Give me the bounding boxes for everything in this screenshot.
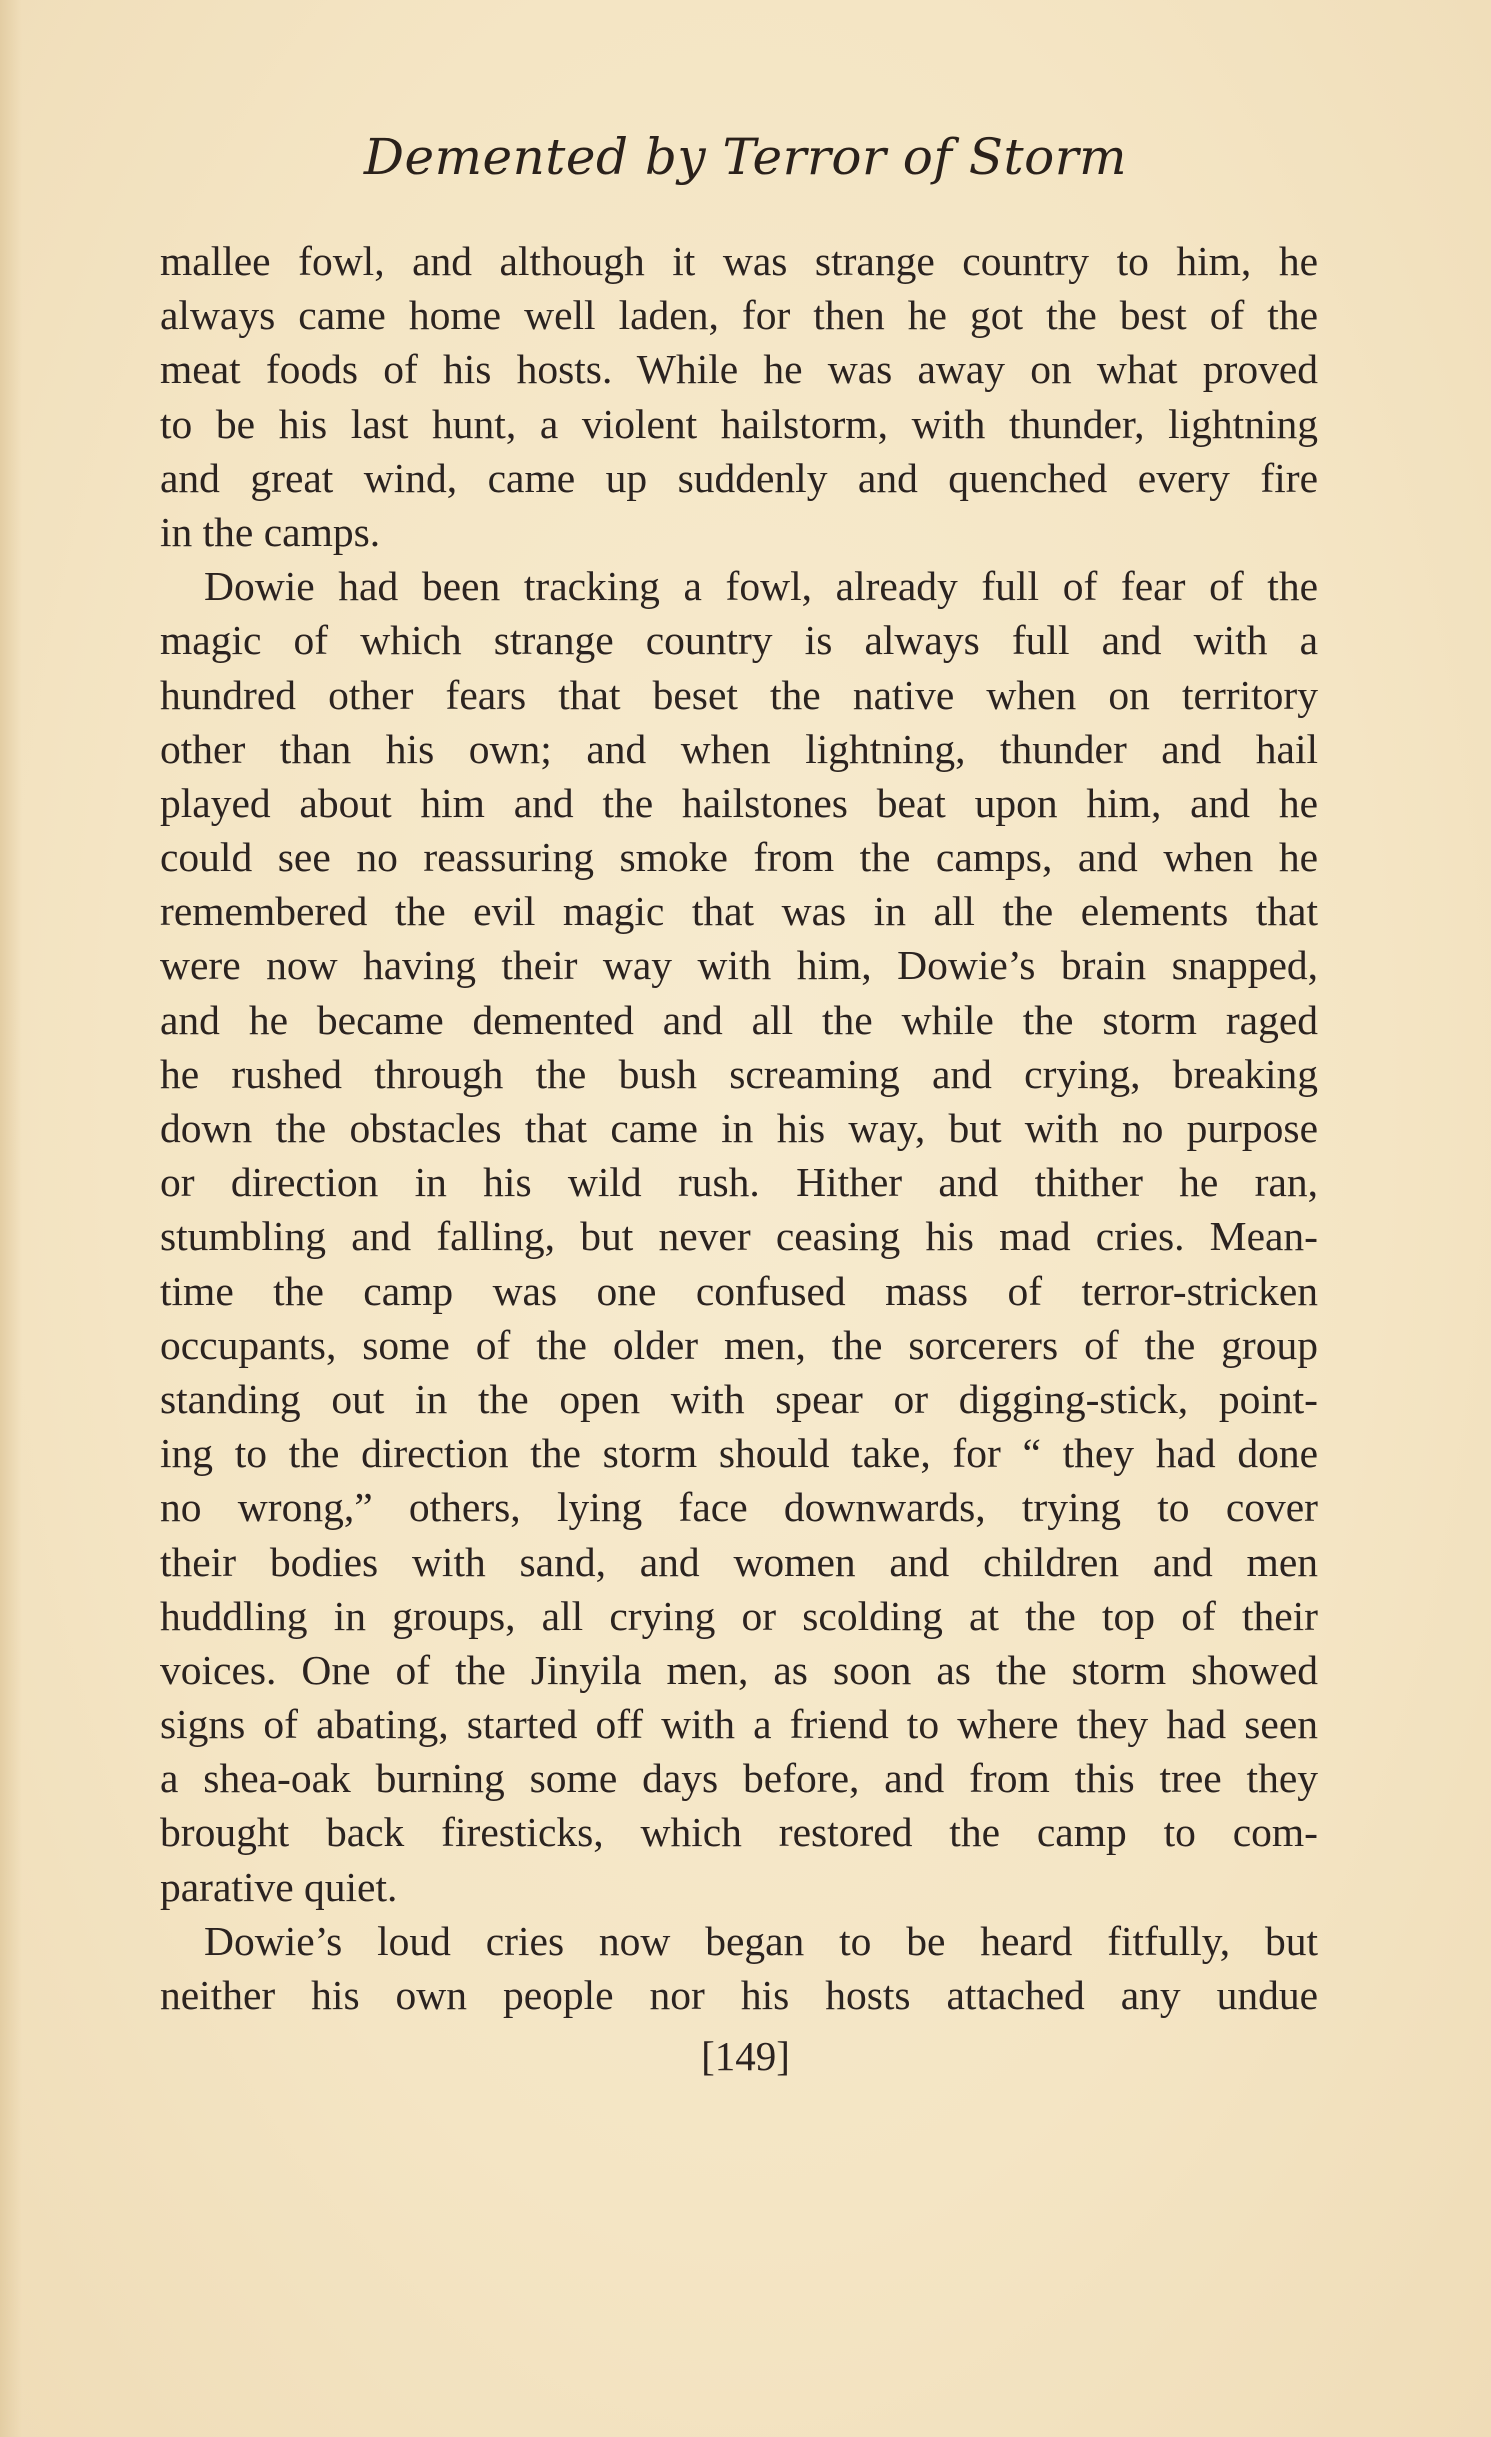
text-line: meat foods of his hosts. While he was away on what proved (160, 346, 1318, 393)
text-line: parative quiet. (160, 1863, 398, 1910)
text-line: and he became demented and all the while the storm raged (160, 996, 1318, 1043)
text-line: and great wind, came up suddenly and quenched every fire (160, 454, 1318, 501)
text-line: brought back firesticks, which restored the camp to com- (160, 1809, 1318, 1856)
text-line: occupants, some of the older men, the sorcerers of the group (160, 1321, 1318, 1368)
running-head: Demented by Terror of Storm (363, 128, 1128, 186)
text-line: remembered the evil magic that was in all the elements that (160, 888, 1318, 935)
paragraph (160, 559, 1318, 1914)
text-line: in the camps. (160, 508, 381, 555)
text-line: voices. One of the Jinyila men, as soon as the storm showed (160, 1646, 1318, 1693)
text-line: or direction in his wild rush. Hither and thither he ran, (160, 1159, 1318, 1206)
text-line: down the obstacles that came in his way, but with no purpose (160, 1105, 1318, 1151)
text-line: to be his last hunt, a violent hailstorm, with thunder, lightning (160, 400, 1318, 447)
text-line: signs of abating, started off with a friend to where they had seen (160, 1701, 1318, 1748)
text-line: were now having their way with him, Dowie’s brain snapped, (160, 942, 1318, 989)
body-text (160, 234, 1318, 2022)
page-number: [149] (701, 2033, 790, 2079)
paragraph (160, 234, 1318, 559)
text-line: huddling in groups, all crying or scolding at the top of their (160, 1592, 1318, 1639)
text-line: other than his own; and when lightning, thunder and hail (160, 725, 1318, 772)
text-line: Dowie had been tracking a fowl, already full of fear of the (204, 563, 1318, 610)
text-line: played about him and the hailstones beat upon him, and he (160, 779, 1318, 826)
text-line: could see no reassuring smoke from the camps, and when he (160, 834, 1318, 881)
text-line: magic of which strange country is always full and with a (160, 617, 1318, 664)
text-line: ing to the direction the storm should take, for “ they had done (160, 1430, 1318, 1477)
text-line: always came home well laden, for then he got the best of the (160, 292, 1318, 339)
text-line: hundred other fears that beset the native when on territory (160, 671, 1318, 718)
text-line: he rushed through the bush screaming and crying, breaking (160, 1050, 1318, 1097)
text-line: time the camp was one confused mass of terror-stricken (160, 1267, 1318, 1314)
text-line: no wrong,” others, lying face downwards, trying to cover (160, 1484, 1318, 1531)
text-line: their bodies with sand, and women and children and men (160, 1538, 1318, 1585)
text-line: stumbling and falling, but never ceasing his mad cries. Mean- (160, 1213, 1318, 1260)
paragraph (160, 1914, 1318, 2022)
text-line: neither his own people nor his hosts attached any undue (160, 1972, 1318, 2018)
text-line: Dowie’s loud cries now began to be heard fitfully, but (204, 1917, 1318, 1964)
text-line: a shea-oak burning some days before, and from this tree they (160, 1755, 1318, 1802)
text-line: mallee fowl, and although it was strange country to him, he (160, 238, 1318, 284)
text-line: standing out in the open with spear or digging-stick, point- (160, 1375, 1318, 1422)
